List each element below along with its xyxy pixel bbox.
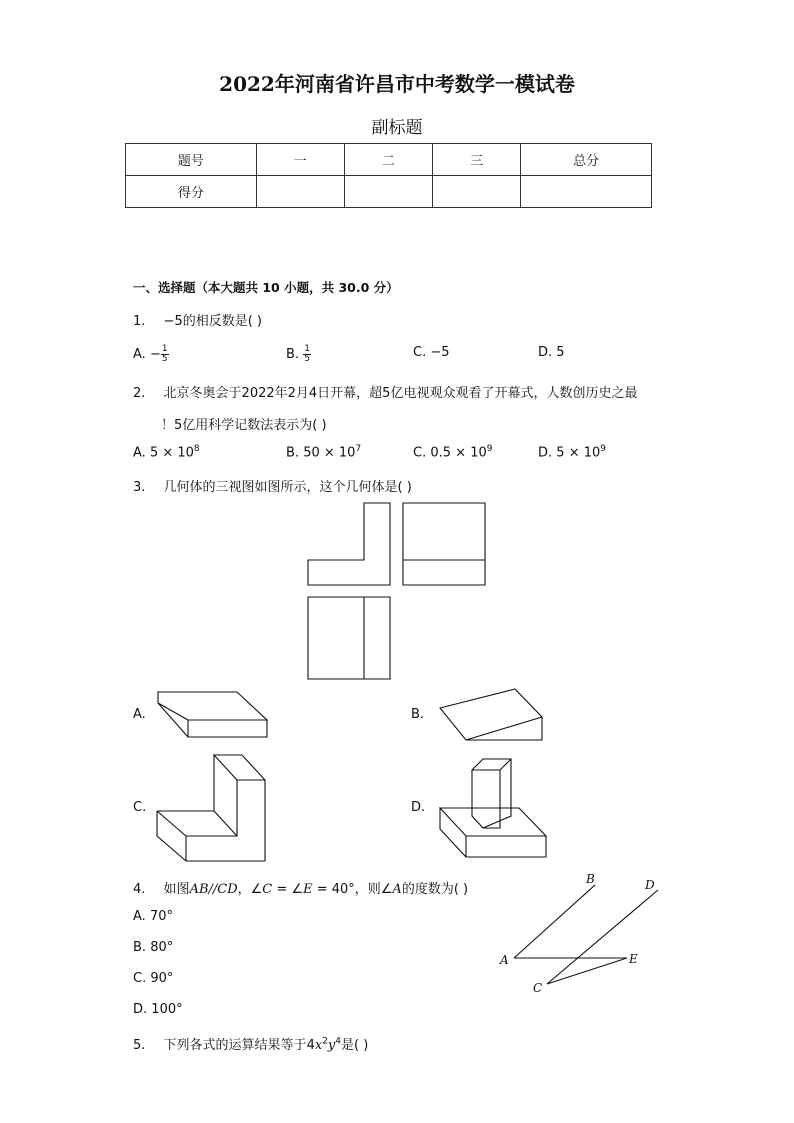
- option-label: A.: [133, 347, 146, 362]
- score-table-header-cell: 总分: [521, 144, 652, 176]
- exponent: 8: [193, 444, 200, 454]
- point-label-b: B: [586, 872, 595, 886]
- exponent: 7: [355, 444, 362, 454]
- option-label: B.: [286, 445, 300, 461]
- option-label: C.: [413, 345, 427, 360]
- score-table-header-cell: 二: [344, 144, 433, 176]
- score-table-header-cell: 一: [256, 144, 344, 176]
- option-label: C.: [413, 445, 427, 461]
- option-value: 5: [556, 345, 565, 360]
- option-value: −5: [430, 345, 450, 360]
- point-label-a: A: [500, 953, 509, 967]
- page-title: 2022年河南省许昌市中考数学一模试卷: [219, 72, 575, 96]
- q3-option-b-label: B.: [411, 707, 425, 722]
- point-label-d: D: [645, 878, 655, 892]
- fraction: $\frac{1}{5}$: [304, 344, 310, 364]
- option-d: D. 100°: [133, 1002, 183, 1017]
- option-b: B. 80°: [133, 940, 174, 955]
- option-value: 50 × 10: [303, 445, 356, 461]
- question-text: 几何体的三视图如图所示，这个几何体是( ): [163, 480, 412, 495]
- question-5: [133, 1034, 368, 1053]
- score-table-row-label: 得分: [126, 176, 257, 208]
- option-value: 5 × 10: [149, 445, 194, 461]
- point-label-c: C: [533, 981, 543, 995]
- section-heading: 一、选择题（本大题共 10 小题，共 30.0 分）: [133, 280, 399, 295]
- question-number: 3.: [133, 480, 146, 495]
- option-a: A. 70°: [133, 909, 173, 924]
- option-value: 5 × 10: [556, 445, 601, 461]
- option-label: B.: [286, 347, 300, 362]
- page-subtitle: 副标题: [371, 118, 423, 138]
- option-value: 0.5 × 10: [430, 445, 487, 461]
- fraction: $\frac{1}{5}$: [161, 344, 168, 364]
- question-number: 2.: [133, 386, 146, 401]
- question-number: 1.: [133, 314, 146, 329]
- question-text: 下列各式的运算结果等于$4x^2y^4$是( ): [163, 1036, 369, 1053]
- exponent: 9: [486, 444, 493, 454]
- option-label: D.: [538, 345, 553, 360]
- score-table-header-cell: 题号: [126, 144, 257, 176]
- question-number: 5.: [133, 1038, 146, 1053]
- question-text: 如图AB//CD，∠C = ∠E = 40°，则∠A的度数为( ): [163, 882, 469, 897]
- q3-option-c-label: C.: [133, 800, 147, 815]
- option-sign: −: [149, 347, 161, 362]
- question-number: 4.: [133, 882, 146, 897]
- option-label: D.: [538, 445, 553, 461]
- question-text-line1: 北京冬奥会于2022年2月4日开幕，超5亿电视观众观看了开幕式，人数创历史之最: [163, 386, 638, 401]
- q3-option-d-label: D.: [411, 800, 426, 815]
- point-label-e: E: [629, 952, 638, 966]
- score-table-header-cell: 三: [433, 144, 521, 176]
- exponent: 9: [600, 444, 607, 454]
- question-text: −5的相反数是( ): [163, 314, 262, 329]
- option-label: A.: [133, 445, 146, 461]
- q3-option-a-label: A.: [133, 707, 146, 722]
- question-text-line2: ！5亿用科学记数法表示为( ): [161, 418, 327, 433]
- option-c: C. 90°: [133, 971, 174, 986]
